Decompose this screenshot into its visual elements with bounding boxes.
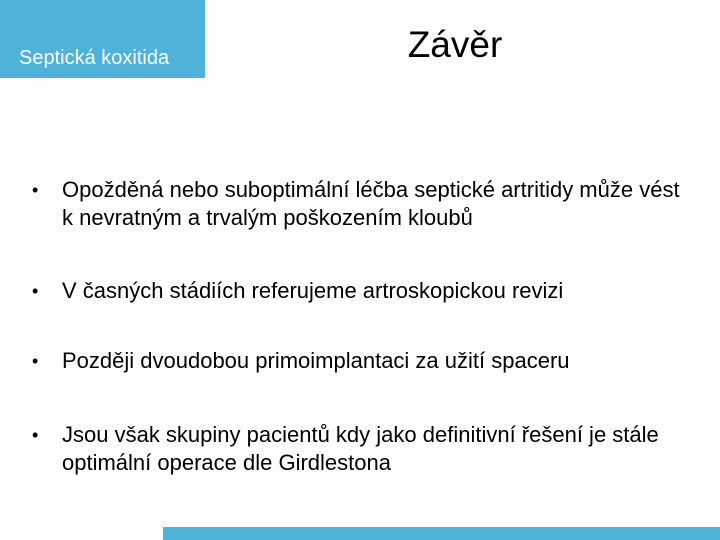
footer-accent-bar <box>163 527 720 540</box>
bullet-item <box>32 347 692 375</box>
bullet-text: V časných stádiích referujeme artroskopickou revizi <box>62 278 564 303</box>
bullet-item <box>32 421 692 477</box>
bullet-text: Opožděná nebo suboptimální léčba septické artritidy může vést k nevratným a trvalým poškozením kloubů <box>62 177 680 230</box>
bullet-item <box>32 277 692 305</box>
bullet-text: Později dvoudobou primoimplantaci za užití spaceru <box>62 348 570 373</box>
topic-label: Septická koxitida <box>0 0 205 78</box>
bullet-item <box>32 176 692 232</box>
slide-title: Závěr <box>407 24 503 65</box>
bullet-marker: • <box>32 180 39 200</box>
bullet-marker: • <box>32 425 39 445</box>
bullet-text: Jsou však skupiny pacientů kdy jako definitivní řešení je stále optimální operace dle Girdlestona <box>62 422 659 475</box>
bullet-marker: • <box>32 351 39 371</box>
bullet-marker: • <box>32 281 39 301</box>
